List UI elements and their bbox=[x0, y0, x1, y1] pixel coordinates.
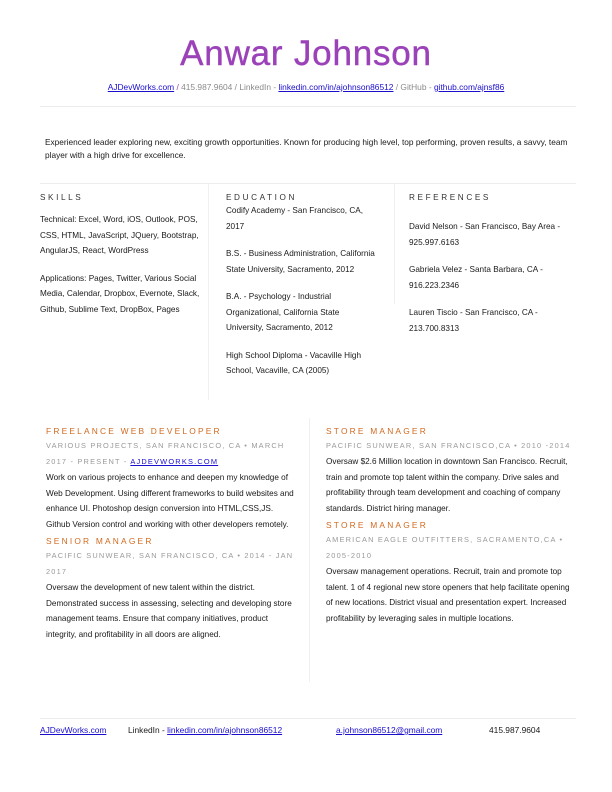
job-entry bbox=[46, 424, 296, 532]
ajdevworks-link[interactable]: AJDEVWORKS.COM bbox=[130, 457, 219, 466]
linkedin-link[interactable]: linkedin.com/in/ajohnson86512 bbox=[278, 82, 394, 92]
reference-item: David Nelson - San Francisco, Bay Area - 925.997.6163 bbox=[409, 222, 561, 247]
job-meta: AMERICAN EAGLE OUTFITTERS, SACRAMENTO,CA • 2005-2010 bbox=[326, 535, 564, 560]
column-divider bbox=[394, 184, 395, 304]
job-description: Work on various projects to enhance and deepen my knowledge of Web Development. Using different frameworks to build websites and enhance UI. Photoshop design conversion into HTML,CSS,JS. Github Version control and working with other developers remotely. bbox=[46, 473, 294, 529]
skills-applications: Applications: Pages, Twitter, Various Social Media, Calendar, Dropbox, Evernote, Slack, Github, Sublime Text, DropBox, Pages bbox=[40, 273, 200, 314]
job-title: SENIOR MANAGER bbox=[46, 536, 154, 546]
footer-email-item bbox=[336, 725, 442, 735]
reference-item: Gabriela Velez - Santa Barbara, CA - 916.223.2346 bbox=[409, 265, 543, 290]
job-description: Oversaw $2.6 Million location in downtown San Francisco. Recruit, train and promote top talent within the company. Drive sales and profitability through team development and coaching of company standards. District hiring manager. bbox=[326, 457, 568, 513]
skills-heading: SKILLS bbox=[40, 193, 84, 202]
footer-linkedin-item bbox=[128, 725, 282, 735]
footer-email-link[interactable]: a.johnson86512@gmail.com bbox=[336, 725, 443, 735]
footer-phone: 415.987.9604 bbox=[489, 725, 541, 735]
job-entry bbox=[326, 424, 576, 516]
job-entry bbox=[326, 518, 576, 626]
contact-line bbox=[0, 82, 612, 92]
footer-website-link[interactable]: AJDevWorks.com bbox=[40, 725, 107, 735]
job-description: Oversaw management operations. Recruit, train and promote top talent. 1 of 4 regional new store openers that help facilitate opening of new locations. District visual and presentation expert. Increased profitability by leveraging sales in multiple locations. bbox=[326, 567, 570, 623]
job-meta: PACIFIC SUNWEAR, SAN FRANCISCO, CA • 2014 - JAN 2017 bbox=[46, 551, 294, 576]
footer-linkedin-link[interactable]: linkedin.com/in/ajohnson86512 bbox=[167, 725, 283, 735]
contact-separator: / LinkedIn - bbox=[232, 82, 279, 92]
education-heading: EDUCATION bbox=[226, 193, 298, 202]
summary-divider bbox=[40, 183, 576, 184]
education-item: Codify Academy - San Francisco, CA, 2017 bbox=[226, 206, 363, 231]
skills-technical: Technical: Excel, Word, iOS, Outlook, POS, CSS, HTML, JavaScript, JQuery, Bootstrap, AngularJS, React, WordPress bbox=[40, 215, 199, 255]
job-title: STORE MANAGER bbox=[326, 426, 428, 436]
header-divider bbox=[40, 106, 576, 107]
job-description: Oversaw the development of new talent within the district. Demonstrated success in assessing, selecting and developing store management teams. Ensure that company initiatives, product integrity, and profitability in all doors are aligned. bbox=[46, 583, 292, 639]
education-item: B.A. - Psychology - Industrial Organizational, California State University, Sacramento, 2012 bbox=[226, 292, 340, 332]
footer-divider bbox=[40, 718, 576, 719]
education-section bbox=[226, 193, 376, 391]
references-heading: REFERENCES bbox=[409, 193, 491, 202]
job-meta-text: VARIOUS PROJECTS, SAN FRANCISCO, CA • MARCH 2017 - PRESENT - bbox=[46, 441, 285, 466]
references-section bbox=[409, 193, 569, 348]
education-item: B.S. - Business Administration, California State University, Sacramento, 2012 bbox=[226, 249, 375, 274]
reference-item: Lauren Tiscio - San Francisco, CA - 213.700.8313 bbox=[409, 308, 538, 333]
job-meta bbox=[46, 438, 296, 470]
website-link[interactable]: AJDevWorks.com bbox=[107, 82, 175, 92]
column-divider bbox=[208, 184, 209, 400]
summary-text: Experienced leader exploring new, exciting growth opportunities. Known for producing high level, top performing, proven results, a savvy, team player with a high drive for excellence. bbox=[45, 137, 568, 160]
job-title: FREELANCE WEB DEVELOPER bbox=[46, 426, 222, 436]
footer-linkedin-label: LinkedIn - bbox=[128, 725, 168, 735]
experience-right-column bbox=[326, 424, 576, 628]
experience-divider bbox=[309, 418, 310, 682]
job-title: STORE MANAGER bbox=[326, 520, 428, 530]
education-item: High School Diploma - Vacaville High School, Vacaville, CA (2005) bbox=[226, 350, 362, 375]
contact-separator: / bbox=[174, 82, 182, 92]
contact-phone: 415.987.9604 bbox=[181, 82, 233, 92]
contact-separator: / GitHub - bbox=[393, 82, 434, 92]
github-link[interactable]: github.com/ajnsf86 bbox=[433, 82, 505, 92]
footer-website-item bbox=[40, 725, 106, 735]
experience-left-column bbox=[46, 424, 296, 644]
job-meta: PACIFIC SUNWEAR, SAN FRANCISCO,CA • 2010 -2014 bbox=[326, 441, 571, 450]
skills-section bbox=[40, 193, 200, 329]
job-entry bbox=[46, 534, 296, 642]
candidate-name: Anwar Johnson bbox=[180, 34, 432, 73]
